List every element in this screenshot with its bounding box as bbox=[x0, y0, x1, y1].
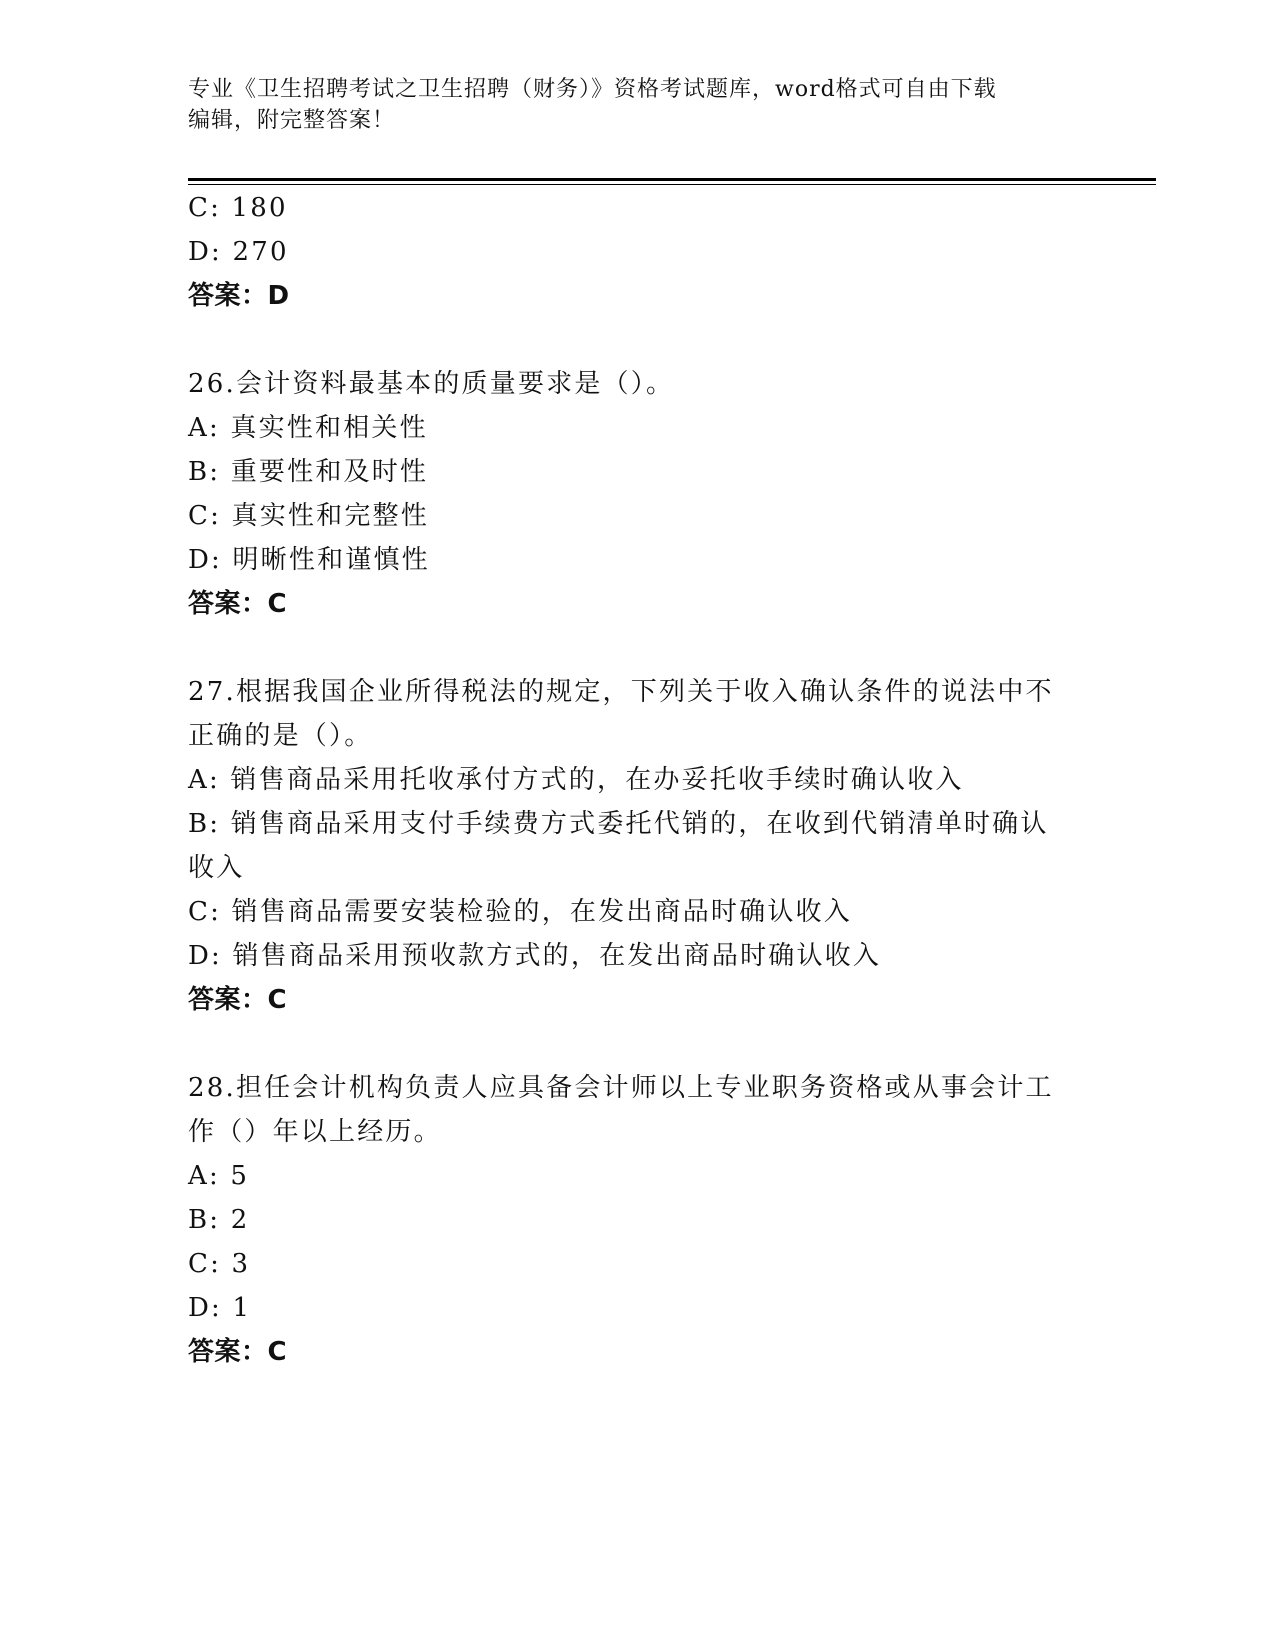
q27-option-c: C: 销售商品需要安装检验的，在发出商品时确认收入 bbox=[188, 897, 852, 927]
q26-option-c: C: 真实性和完整性 bbox=[188, 501, 429, 531]
header-divider-thin bbox=[188, 184, 1156, 185]
q28-stem-line-2: 作（）年以上经历。 bbox=[188, 1117, 442, 1147]
q26-answer: 答案：C bbox=[188, 589, 288, 619]
q28-answer: 答案：C bbox=[188, 1337, 288, 1367]
q27-stem-line-1: 27.根据我国企业所得税法的规定，下列关于收入确认条件的说法中不 bbox=[188, 677, 1054, 707]
q25-option-c: C: 180 bbox=[188, 193, 288, 223]
q27-option-d: D: 销售商品采用预收款方式的，在发出商品时确认收入 bbox=[188, 941, 882, 971]
header-divider-thick bbox=[188, 178, 1156, 181]
q27-option-a: A: 销售商品采用托收承付方式的，在办妥托收手续时确认收入 bbox=[188, 765, 964, 795]
q28-option-b: B: 2 bbox=[188, 1205, 250, 1235]
q26-option-b: B: 重要性和及时性 bbox=[188, 457, 429, 487]
header-line-2: 编辑，附完整答案！ bbox=[188, 108, 396, 133]
document-header bbox=[188, 74, 1088, 136]
header-line-1: 专业《卫生招聘考试之卫生招聘（财务）》资格考试题库，word格式可自由下载 bbox=[188, 77, 997, 102]
q27-stem-line-2: 正确的是（）。 bbox=[188, 721, 373, 751]
q26-stem: 26.会计资料最基本的质量要求是（）。 bbox=[188, 369, 675, 399]
q27-answer: 答案：C bbox=[188, 985, 288, 1015]
q28-option-d: D: 1 bbox=[188, 1293, 252, 1323]
q25-option-d: D: 270 bbox=[188, 237, 289, 267]
q27-option-b-line-1: B: 销售商品采用支付手续费方式委托代销的，在收到代销清单时确认 bbox=[188, 809, 1049, 839]
q26-option-a: A: 真实性和相关性 bbox=[188, 413, 428, 443]
q25-answer: 答案：D bbox=[188, 281, 290, 311]
q28-option-c: C: 3 bbox=[188, 1249, 251, 1279]
q28-stem-line-1: 28.担任会计机构负责人应具备会计师以上专业职务资格或从事会计工 bbox=[188, 1073, 1054, 1103]
q27-option-b-line-2: 收入 bbox=[188, 853, 245, 883]
q28-option-a: A: 5 bbox=[188, 1161, 250, 1191]
q26-option-d: D: 明晰性和谨慎性 bbox=[188, 545, 430, 575]
